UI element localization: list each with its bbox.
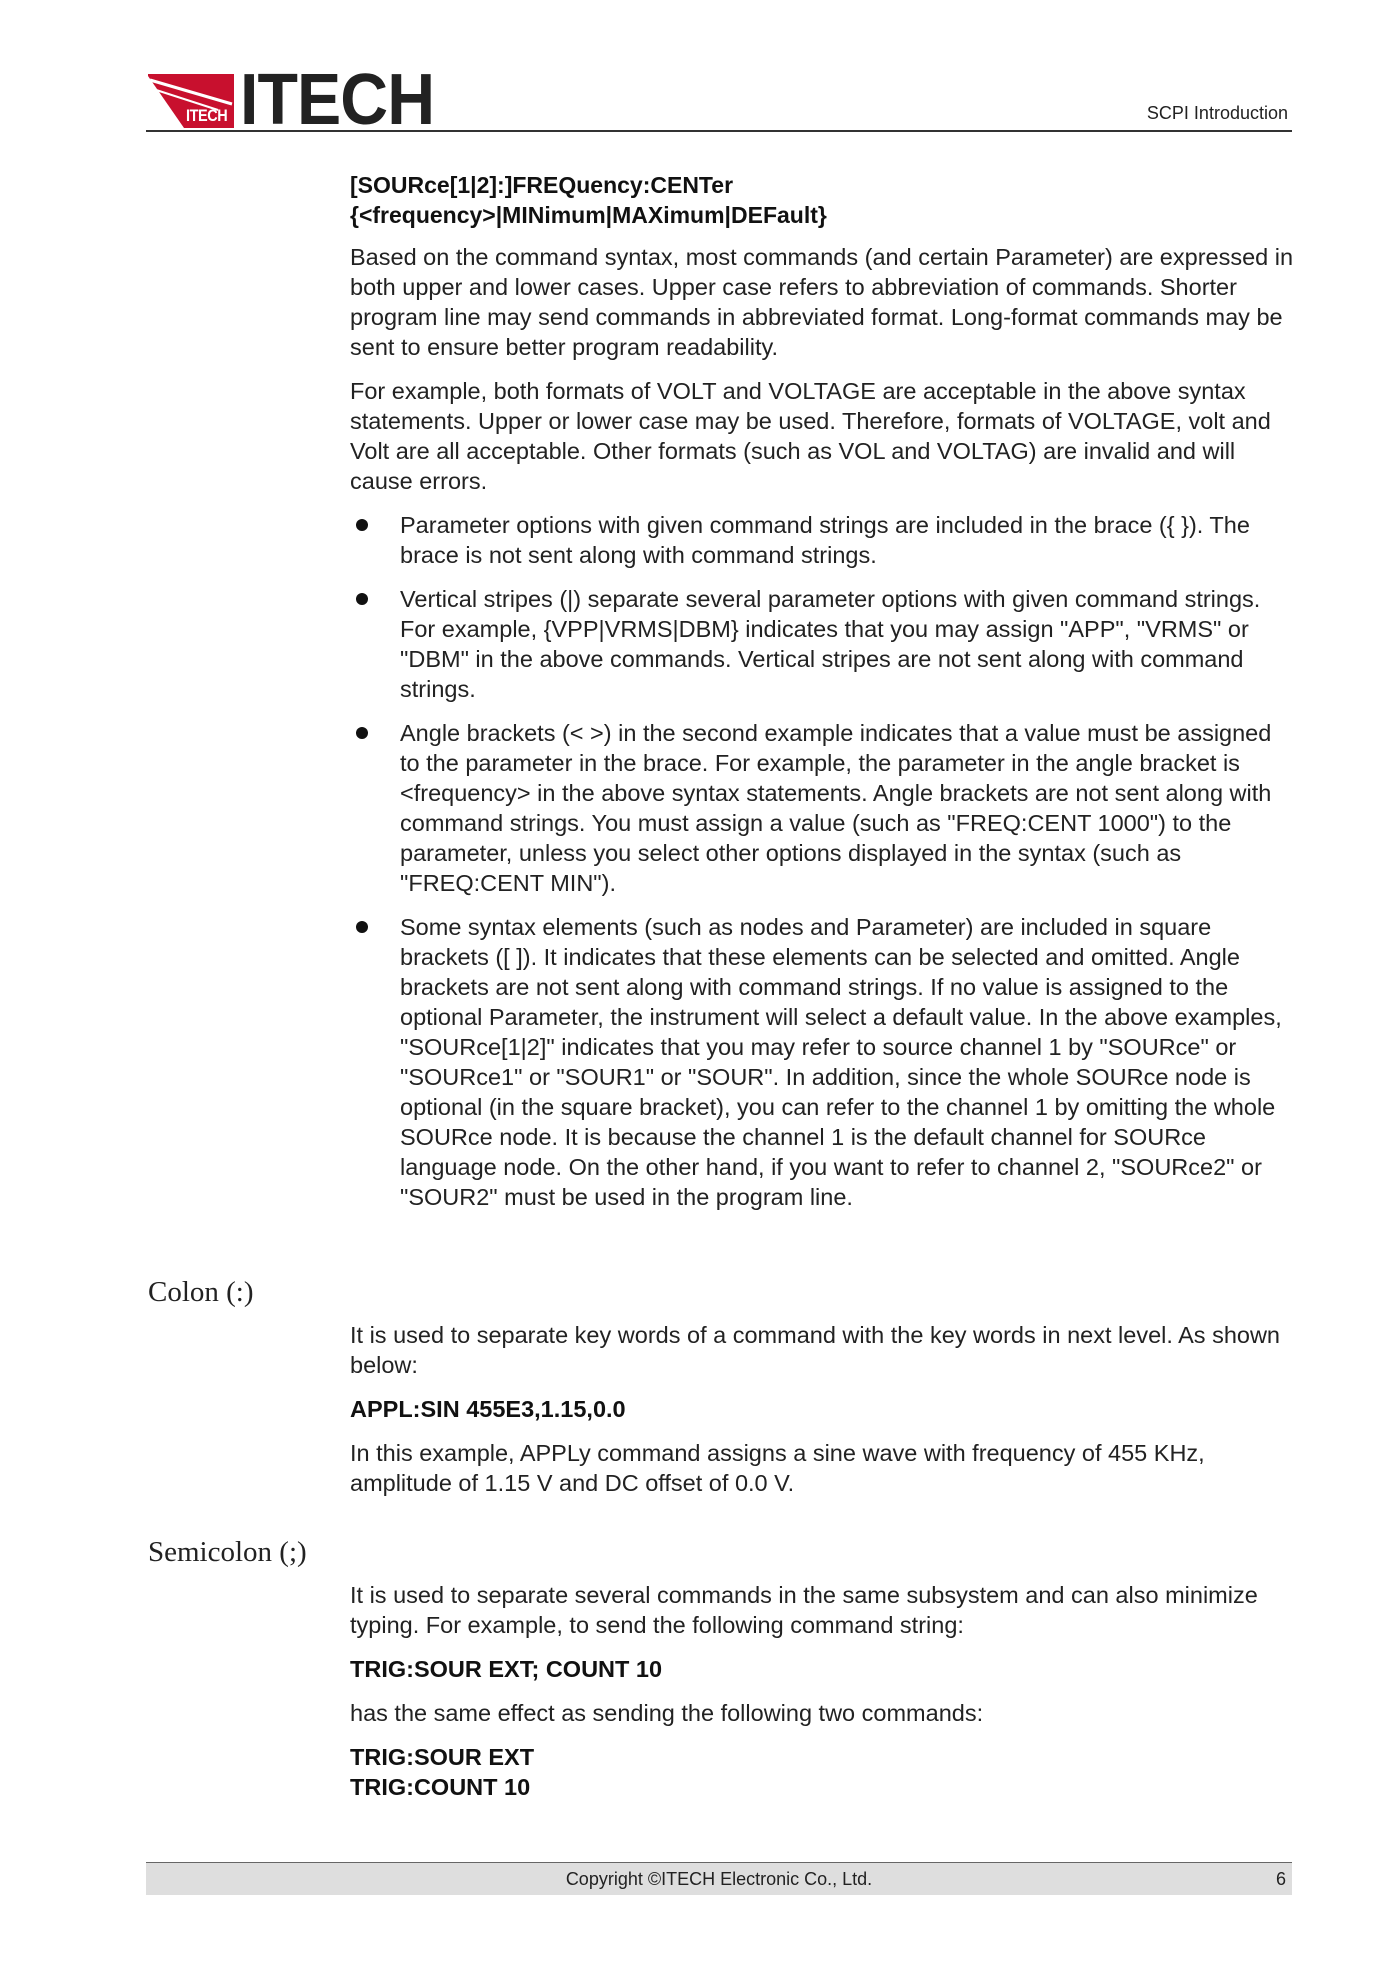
page-footer: [146, 1862, 1292, 1895]
section-title: SCPI Introduction: [1146, 103, 1288, 123]
command-syntax-line2: {<frequency>|MINimum|MAXimum|DEFault}: [350, 202, 827, 228]
list-item-text: Angle brackets (< >) in the second example indicates that a value must be assigned to the parameter in the brace. For example, the parameter in the angle bracket is <frequency> in the above syntax statements. Angle brackets are not sent along with command strings. You must assign a value (such as "FREQ:CENT 1000") to the parameter, unless you select other options displayed in the syntax (such as "FREQ:CENT MIN").: [400, 720, 1272, 896]
colon-section: [350, 1320, 1296, 1498]
intro-paragraph-1: Based on the command syntax, most commands (and certain Parameter) are expressed in both upper and lower cases. Upper case refers to abbreviation of commands. Shorter program line may send commands in abbreviated format. Long-format commands may be sent to ensure better program readability.: [350, 244, 1294, 360]
list-item: [350, 584, 1296, 704]
semicolon-code-line-1: TRIG:SOUR EXT: [350, 1744, 535, 1770]
intro-paragraph-2: For example, both formats of VOLT and VOLTAGE are acceptable in the above syntax statements. Upper or lower case may be used. Therefore, formats of VOLTAGE, volt and Volt are all acceptable. Other formats (such as VOL and VOLTAG) are invalid and will cause errors.: [350, 378, 1271, 494]
list-item-text: Vertical stripes (|) separate several parameter options with given command strings. For example, {VPP|VRMS|DBM} indicates that you may assign "APP", "VRMS" or "DBM" in the above commands. Vertical stripes are not sent along with command strings.: [400, 586, 1261, 702]
syntax-rules-list: [350, 510, 1296, 1212]
semicolon-section: [350, 1580, 1296, 1802]
command-syntax-line1: [SOURce[1|2]:]FREQuency:CENTer: [350, 172, 734, 198]
logo-mark-text: ITECH: [186, 106, 228, 125]
list-item: [350, 718, 1296, 898]
intro-section: [350, 170, 1296, 1212]
list-item: [350, 510, 1296, 570]
semicolon-paragraph-2: has the same effect as sending the following two commands:: [350, 1700, 984, 1726]
bullet-icon: [356, 519, 368, 531]
list-item-text: Parameter options with given command strings are included in the brace ({ }). The brace is not sent along with command strings.: [400, 512, 1250, 568]
colon-heading: Colon (:): [148, 1276, 254, 1308]
page-header: [146, 60, 1292, 140]
logo-mark-icon: [148, 74, 234, 128]
itech-logo: [148, 60, 451, 140]
colon-paragraph-2: In this example, APPLy command assigns a sine wave with frequency of 455 KHz, amplitude of 1.15 V and DC offset of 0.0 V.: [350, 1440, 1205, 1496]
page-number: 6: [1275, 1869, 1286, 1889]
bullet-icon: [356, 593, 368, 605]
list-item: [350, 912, 1296, 1212]
logo-wordmark: ITECH: [240, 60, 435, 140]
semicolon-paragraph-1: It is used to separate several commands in the same subsystem and can also minimize typing. For example, to send the following command string:: [350, 1582, 1258, 1638]
semicolon-heading: Semicolon (;): [148, 1536, 307, 1568]
bullet-icon: [356, 727, 368, 739]
bullet-icon: [356, 921, 368, 933]
list-item-text: Some syntax elements (such as nodes and Parameter) are included in square brackets ([ ]). It indicates that these elements can be selected and omitted. Angle brackets are not sent along with command strings. If no value is assigned to the optional Parameter, the instrument will select a default value. In the above examples, "SOURce[1|2]" indicates that you may refer to source channel 1 by "SOURce" or "SOURce1" or "SOUR1" or "SOUR". In addition, since the whole SOURce node is optional (in the square bracket), you can refer to the channel 1 by omitting the whole SOURce node. It is because the channel 1 is the default channel for SOURce language node. On the other hand, if you want to refer to channel 2, "SOURce2" or "SOUR2" must be used in the program line.: [400, 914, 1282, 1210]
colon-code-example: APPL:SIN 455E3,1.15,0.0: [350, 1396, 626, 1422]
semicolon-code-line-2: TRIG:COUNT 10: [350, 1774, 531, 1800]
copyright-text: Copyright ©ITECH Electronic Co., Ltd.: [565, 1869, 873, 1889]
colon-paragraph-1: It is used to separate key words of a command with the key words in next level. As shown below:: [350, 1322, 1281, 1378]
semicolon-code-example: TRIG:SOUR EXT; COUNT 10: [350, 1656, 663, 1682]
